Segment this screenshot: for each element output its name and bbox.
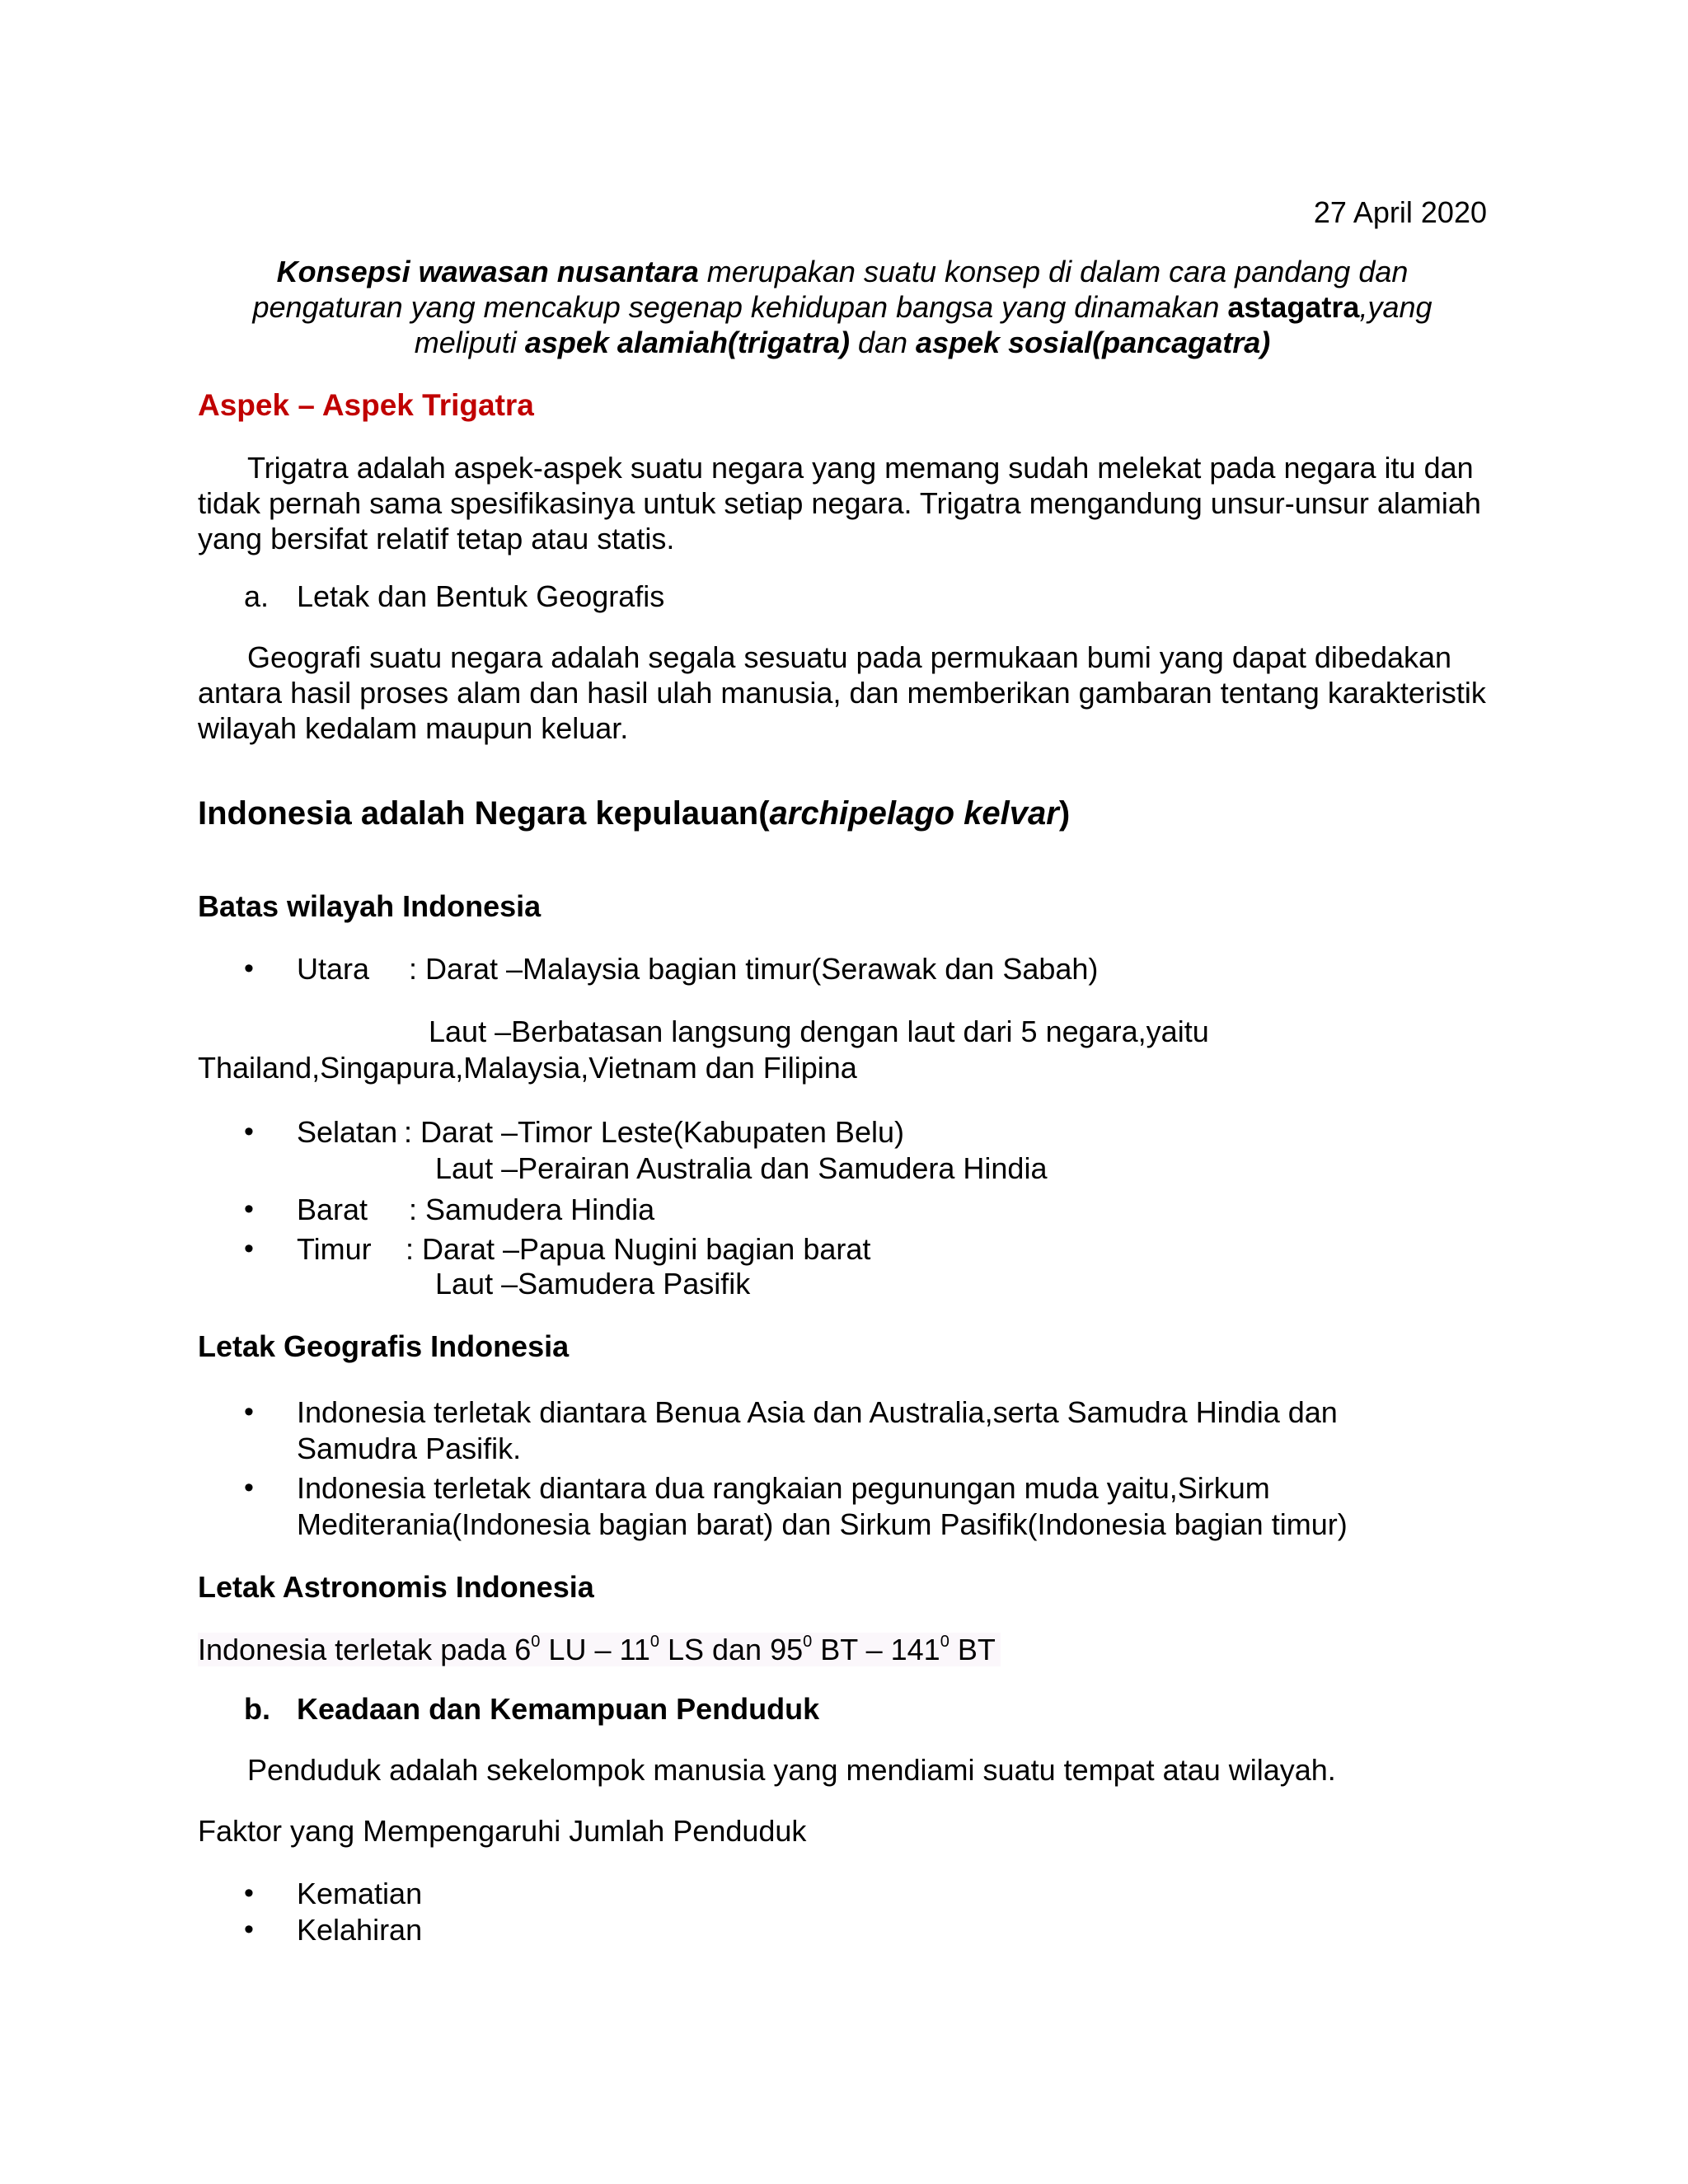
aspek-trigatra-heading: Aspek – Aspek Trigatra [198,388,534,422]
item-b-label: Keadaan dan Kemampuan Penduduk [297,1692,820,1726]
letak-astronomis-text: Indonesia terletak pada $6^0$ LU – $11^0$ LS dan $95^0$ BT – $141^0$ BT [198,1632,1001,1667]
bullet-icon: • [244,1877,254,1909]
bullet-icon: • [244,1116,254,1147]
bullet-icon: • [244,1396,254,1427]
faktor-item: Kelahiran [297,1913,423,1947]
intro-paragraph: Konsepsi wawasan nusantara merupakan suatu konsep di dalam cara pandang dan pengaturan yang mencakup segenap kehidupan bangsa yang dinamakan astagatra,yang meliputi aspek alamiah(trigatra) dan aspek sosial(pancagatra) [252,255,1432,359]
letak-geo-item1-line2: Samudra Pasifik. [297,1432,522,1465]
utara-laut-line1: Laut –Berbatasan langsung dengan laut dari 5 negara,yaitu [429,1015,1209,1048]
faktor-heading: Faktor yang Mempengaruhi Jumlah Penduduk [198,1814,807,1848]
geografi-paragraph: Geografi suatu negara adalah segala sesuatu pada permukaan bumi yang dapat dibedakan antara hasil proses alam dan hasil ulah manusia, dan memberikan gambaran tentang karakteristik wilayah kedalam maupun keluar. [198,640,1486,745]
bullet-icon: • [244,1472,254,1503]
bullet-icon: • [244,1914,254,1945]
date: 27 April 2020 [1313,195,1487,229]
indonesia-heading: Indonesia adalah Negara kepulauan(archipelago kelvar) [198,795,1071,832]
bullet-icon: • [244,1233,254,1264]
barat-label: Barat [297,1193,368,1226]
selatan-darat: : Darat –Timor Leste(Kabupaten Belu) [404,1115,904,1149]
barat-value: : Samudera Hindia [409,1193,655,1226]
timur-laut: Laut –Samudera Pasifik [435,1267,751,1301]
intro-aspek-alamiah: aspek alamiah(trigatra) [524,326,850,359]
bullet-icon: • [244,953,254,984]
letak-astronomis-heading: Letak Astronomis Indonesia [198,1570,594,1604]
letak-geografis-heading: Letak Geografis Indonesia [198,1329,570,1363]
letak-geo-item2-line2: Mediterania(Indonesia bagian barat) dan Sirkum Pasifik(Indonesia bagian timur) [297,1507,1348,1541]
penduduk-paragraph: Penduduk adalah sekelompok manusia yang mendiami suatu tempat atau wilayah. [247,1753,1336,1787]
intro-astagatra: astagatra [1227,290,1360,324]
timur-darat: : Darat –Papua Nugini bagian barat [406,1232,871,1266]
intro-aspek-sosial: aspek sosial(pancagatra) [916,326,1271,359]
letak-geo-item1-line1: Indonesia terletak diantara Benua Asia dan Australia,serta Samudra Hindia dan [297,1395,1338,1429]
timur-label: Timur [297,1232,372,1266]
selatan-laut: Laut –Perairan Australia dan Samudera Hindia [435,1151,1048,1185]
bullet-icon: • [244,1193,254,1225]
letak-geo-item2-line1: Indonesia terletak diantara dua rangkaian pegunungan muda yaitu,Sirkum [297,1471,1270,1505]
item-a-marker: a. [244,579,270,613]
item-a-label: Letak dan Bentuk Geografis [297,579,665,613]
intro-term: Konsepsi wawasan nusantara [276,255,699,288]
faktor-item: Kematian [297,1877,423,1910]
utara-laut-line2: Thailand,Singapura,Malaysia,Vietnam dan Filipina [198,1051,857,1085]
batas-heading: Batas wilayah Indonesia [198,889,542,923]
item-b-marker: b. [244,1692,270,1726]
selatan-label: Selatan [297,1115,398,1149]
trigatra-paragraph: Trigatra adalah aspek-aspek suatu negara yang memang sudah melekat pada negara itu dan tidak pernah sama spesifikasinya untuk setiap negara. Trigatra mengandung unsur-unsur alamiah yang bersifat relatif tetap atau statis. [198,451,1481,555]
utara-darat: : Darat –Malaysia bagian timur(Serawak dan Sabah) [409,952,1099,986]
utara-label: Utara [297,952,370,986]
